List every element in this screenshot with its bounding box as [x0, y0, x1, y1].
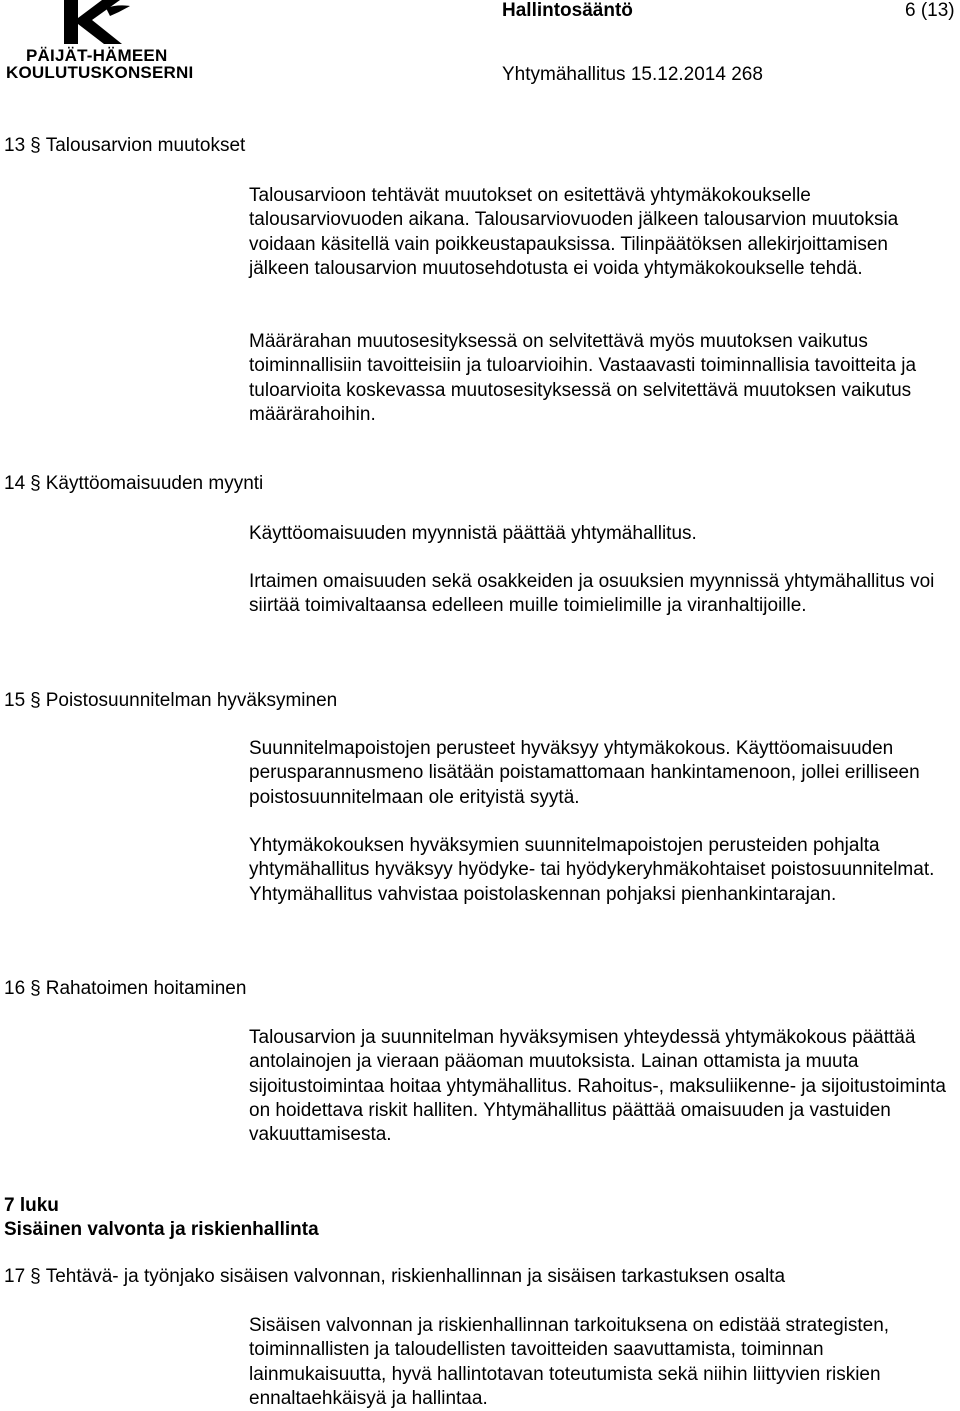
- section-body-13: [249, 184, 949, 281]
- section-body-14b: [249, 570, 949, 619]
- paragraph: Talousarvioon tehtävät muutokset on esitettävä yhtymäkokoukselle talousarviovuoden aikana. Talousarviovuoden jälkeen talousarvion muutoksia voidaan käsitellä vain poikkeustapauksissa. Tilinpäätöksen allekirjoittamisen jälkeen talousarvion muutosehdotusta ei voida yhtymäkokoukselle tehdä.: [249, 185, 899, 279]
- paragraph: Irtaimen omaisuuden sekä osakkeiden ja osuuksien myynnissä yhtymähallitus voi siirtää toimivaltaansa edelleen muille toimielimille ja viranhaltijoille.: [249, 571, 935, 617]
- section-title: Käyttöomaisuuden myynti: [45, 473, 264, 494]
- page-number: 6 (13): [905, 0, 955, 21]
- document-title: Hallintosääntö: [502, 0, 633, 21]
- section-sign: §: [30, 690, 41, 711]
- section-heading-13: [4, 135, 245, 157]
- section-number: 14: [4, 473, 26, 494]
- section-sign: §: [30, 1266, 41, 1287]
- section-title: Tehtävä- ja työnjako sisäisen valvonnan, riskienhallinnan ja sisäisen tarkastuksen osalta: [45, 1266, 786, 1287]
- section-title: Poistosuunnitelman hyväksyminen: [45, 690, 338, 711]
- paragraph: Määrärahan muutosesityksessä on selvitettävä myös muutoksen vaikutus toiminnallisiin tavoitteisiin ja tuloarvioihin. Vastaavasti toiminnallisia tavoitteita ja tuloarvioita koskevassa muutosesityksessä on selvitettävä muutoksen vaikutus määrärahoihin.: [249, 331, 917, 425]
- section-body-16: [249, 1026, 949, 1147]
- section-heading-14: [4, 473, 263, 495]
- document-meta: Yhtymähallitus 15.12.2014 268: [502, 64, 763, 85]
- section-heading-15: [4, 690, 337, 712]
- paragraph: Yhtymäkokouksen hyväksymien suunnitelmapoistojen perusteiden pohjalta yhtymähallitus hyväksyy hyödyke- tai hyödykeryhmäkohtaiset poistosuunnitelmat. Yhtymähallitus vahvistaa poistolaskennan pohjaksi pienhankintarajan.: [249, 835, 935, 905]
- section-sign: §: [30, 978, 41, 999]
- chapter-label: 7 luku: [4, 1195, 59, 1216]
- logo-text-line2: KOULUTUSKONSERNI: [6, 63, 194, 82]
- section-number: 16: [4, 978, 26, 999]
- k-logo-icon: [62, 0, 132, 46]
- section-body-15b: [249, 834, 949, 907]
- section-heading-16: [4, 978, 246, 1000]
- section-sign: §: [30, 135, 41, 156]
- chapter-heading: [4, 1194, 319, 1242]
- section-number: 15: [4, 690, 26, 711]
- chapter-title: Sisäinen valvonta ja riskienhallinta: [4, 1219, 319, 1240]
- section-number: 17: [4, 1266, 26, 1287]
- section-title: Rahatoimen hoitaminen: [45, 978, 247, 999]
- section-title: Talousarvion muutokset: [45, 135, 246, 156]
- logo-text-line1: PÄIJÄT-HÄMEEN: [26, 46, 168, 65]
- section-number: 13: [4, 135, 26, 156]
- organization-logo: [4, 0, 194, 82]
- section-body-15: [249, 737, 949, 810]
- section-body-14: [249, 522, 949, 546]
- section-sign: §: [30, 473, 41, 494]
- paragraph: Käyttöomaisuuden myynnistä päättää yhtymähallitus.: [249, 523, 697, 544]
- paragraph: Talousarvion ja suunnitelman hyväksymisen yhteydessä yhtymäkokous päättää antolainojen ja vieraan pääoman muutoksista. Lainan ottamista ja muuta sijoitustoimintaa hoitaa yhtymähallitus. Rahoitus-, maksuliikenne- ja sijoitustoiminta on hoidettava riskit halliten. Yhtymähallitus päättää omaisuuden ja vastuiden vakuuttamisesta.: [249, 1027, 946, 1146]
- section-body-13b: [249, 330, 949, 427]
- section-body-17: [249, 1314, 949, 1411]
- section-heading-17: [4, 1266, 785, 1288]
- paragraph: Suunnitelmapoistojen perusteet hyväksyy yhtymäkokous. Käyttöomaisuuden perusparannusmeno lisätään poistamattomaan hankintamenoon, jollei erilliseen poistosuunnitelmaan ole erityistä syytä.: [249, 738, 920, 808]
- paragraph: Sisäisen valvonnan ja riskienhallinnan tarkoituksena on edistää strategisten, toiminnallisten ja taloudellisten tavoitteiden saavuttamista, toiminnan lainmukaisuutta, hyvä hallintotavan toteutumista sekä niihin liittyvien riskien ennaltaehkäisyä ja hallintaa.: [249, 1315, 890, 1409]
